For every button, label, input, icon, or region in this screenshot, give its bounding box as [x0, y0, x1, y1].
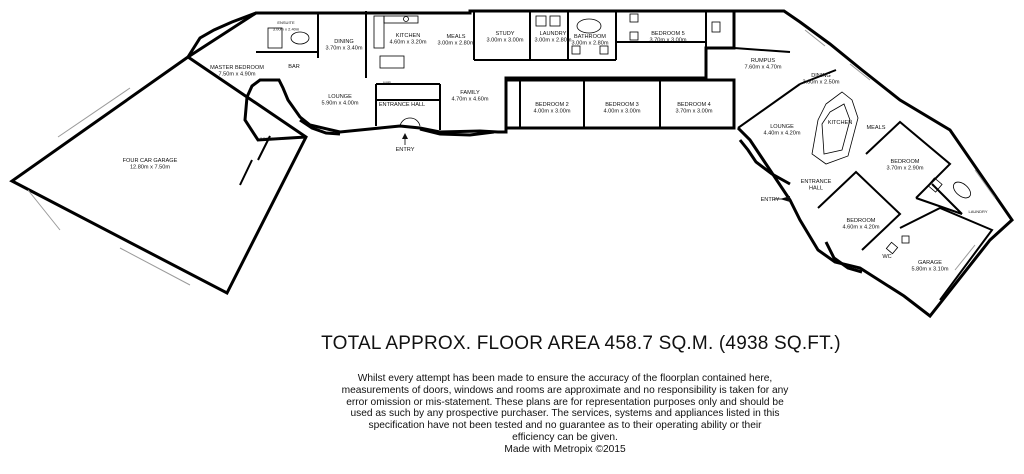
right-wing-walls	[734, 11, 1012, 316]
room-label-entrance1	[379, 102, 425, 108]
room-name: BEDROOM 3	[605, 102, 639, 108]
room-name: FAMILY	[460, 90, 480, 96]
room-dimensions: 3.70m x 3.00m	[675, 108, 713, 115]
four-car-garage-walls	[12, 57, 306, 293]
room-dimensions: HALL	[809, 185, 823, 192]
room-name: FOUR CAR GARAGE	[122, 158, 178, 164]
disclaimer-line: error omission or mis-statement. These plans are for representation purposes only and should be	[346, 396, 784, 408]
room-name: DINING	[334, 39, 354, 45]
room-dimensions: 7.60m x 4.70m	[744, 64, 782, 71]
room-name: MEALS	[866, 125, 886, 131]
room-dimensions: 3.00m x 3.00m	[486, 37, 524, 44]
room-name: KITCHEN	[395, 33, 421, 39]
room-dimensions: 12.80m x 7.50m	[129, 164, 171, 171]
disclaimer-line: measurements of doors, windows and rooms are approximate and no responsibility is taken for any	[341, 384, 789, 396]
room-dimensions: 3.70m x 3.40m	[325, 45, 363, 52]
room-dimensions: 3.00m x 2.80m	[534, 37, 572, 44]
room-name: BATHROOM	[574, 34, 606, 40]
room-name: LAUNDRY	[539, 31, 567, 37]
room-name: BEDROOM 4	[677, 102, 711, 108]
room-name: MEALS	[446, 34, 466, 40]
room-label-dining1	[326, 39, 363, 52]
room-dimensions: 3.00m x 2.80m	[437, 40, 475, 47]
wir-label: WIR	[383, 80, 391, 85]
room-label-bed3	[604, 102, 641, 115]
room-label-lounge1	[322, 94, 359, 107]
room-name: LOUNGE	[328, 94, 352, 100]
disclaimer-line: used as such by any prospective purchaser. The services, systems and appliances listed in this	[350, 408, 780, 420]
room-label-study	[487, 31, 524, 44]
room-label-master	[210, 65, 264, 78]
room-name: ENTRANCE	[800, 179, 832, 185]
washroom-label: WASHROOM	[259, 136, 285, 141]
room-dimensions: 4.60m x 4.20m	[842, 224, 880, 231]
room-name: BAR	[288, 64, 300, 70]
room-dimensions: 3.70m x 3.00m	[649, 37, 687, 44]
room-label-garage2	[912, 260, 949, 273]
room-name: ENSUITE	[277, 20, 295, 25]
room-label-meals1	[438, 34, 475, 47]
room-dimensions: 3.00m x 2.50m	[802, 79, 840, 86]
room-name: RUMPUS	[750, 58, 776, 64]
room-dimensions: 3.70m x 2.90m	[886, 165, 924, 172]
room-name: LOUNGE	[770, 124, 794, 130]
room-label-meals2	[867, 125, 886, 131]
room-dimensions: 5.90m x 4.00m	[321, 100, 359, 107]
room-label-bed7	[843, 218, 880, 231]
disclaimer-line: efficiency can be given.	[512, 431, 618, 443]
room-name: BEDROOM 2	[535, 102, 569, 108]
room-dimensions: 3.00m x 2.80m	[571, 40, 609, 47]
room-dimensions: 4.60m x 3.20m	[389, 39, 427, 46]
room-name: BEDROOM	[846, 218, 876, 224]
entry-label-right-wing: ENTRY	[760, 197, 780, 203]
disclaimer-line: Whilst every attempt has been made to ensure the accuracy of the floorplan contained here,	[357, 373, 773, 384]
room-name: MASTER BEDROOM	[210, 65, 264, 71]
room-name: STUDY	[495, 31, 515, 37]
room-label-bed6	[887, 159, 924, 172]
room-label-lounge2	[764, 124, 801, 137]
room-label-kitchen1	[390, 33, 427, 46]
room-dimensions: 4.40m x 4.20m	[763, 130, 801, 137]
room-name: BEDROOM 5	[651, 31, 685, 37]
entry-label-main: ENTRY	[395, 147, 415, 153]
room-label-wc	[882, 254, 891, 260]
room-label-bed2	[534, 102, 571, 115]
room-dimensions: 4.70m x 4.60m	[451, 96, 489, 103]
total-floor-area: TOTAL APPROX. FLOOR AREA 458.7 SQ.M. (4938 SQ.FT.)	[321, 333, 841, 354]
room-label-ensuite	[273, 20, 300, 32]
room-name: BEDROOM	[890, 159, 920, 165]
room-name: WC	[882, 254, 892, 260]
room-name: LAUNDRY	[968, 209, 988, 214]
room-label-entrance2	[801, 179, 832, 192]
room-label-bed5	[650, 31, 687, 44]
room-name: KITCHEN	[827, 120, 853, 126]
room-dimensions: 3.00m x 2.40m	[272, 26, 300, 32]
disclaimer-text	[340, 373, 790, 456]
room-labels	[123, 20, 988, 273]
room-label-bar	[288, 64, 300, 70]
room-label-kitchen2	[828, 120, 853, 126]
room-dimensions: 5.80m x 3.10m	[911, 266, 949, 273]
room-label-dining2	[803, 73, 840, 86]
disclaimer-line: specification have not been tested and no guarantee as to their operating ability or their	[368, 420, 762, 432]
room-dimensions: 4.00m x 3.00m	[533, 108, 571, 115]
metropix-credit: Made with Metropix ©2015	[504, 443, 626, 455]
room-label-bed4	[676, 102, 713, 115]
room-label-rumpus	[745, 58, 782, 71]
room-dimensions: 4.00m x 3.00m	[603, 108, 641, 115]
room-name: DINING	[811, 73, 831, 79]
room-label-family	[452, 90, 489, 103]
room-dimensions: 7.50m x 4.90m	[218, 71, 256, 78]
room-label-garage4	[123, 158, 178, 171]
room-label-laundry2	[968, 209, 987, 214]
room-name: GARAGE	[918, 260, 942, 266]
room-label-bathroom	[572, 34, 609, 47]
room-name: ENTRANCE HALL	[378, 102, 426, 108]
room-label-laundry1	[535, 31, 572, 44]
